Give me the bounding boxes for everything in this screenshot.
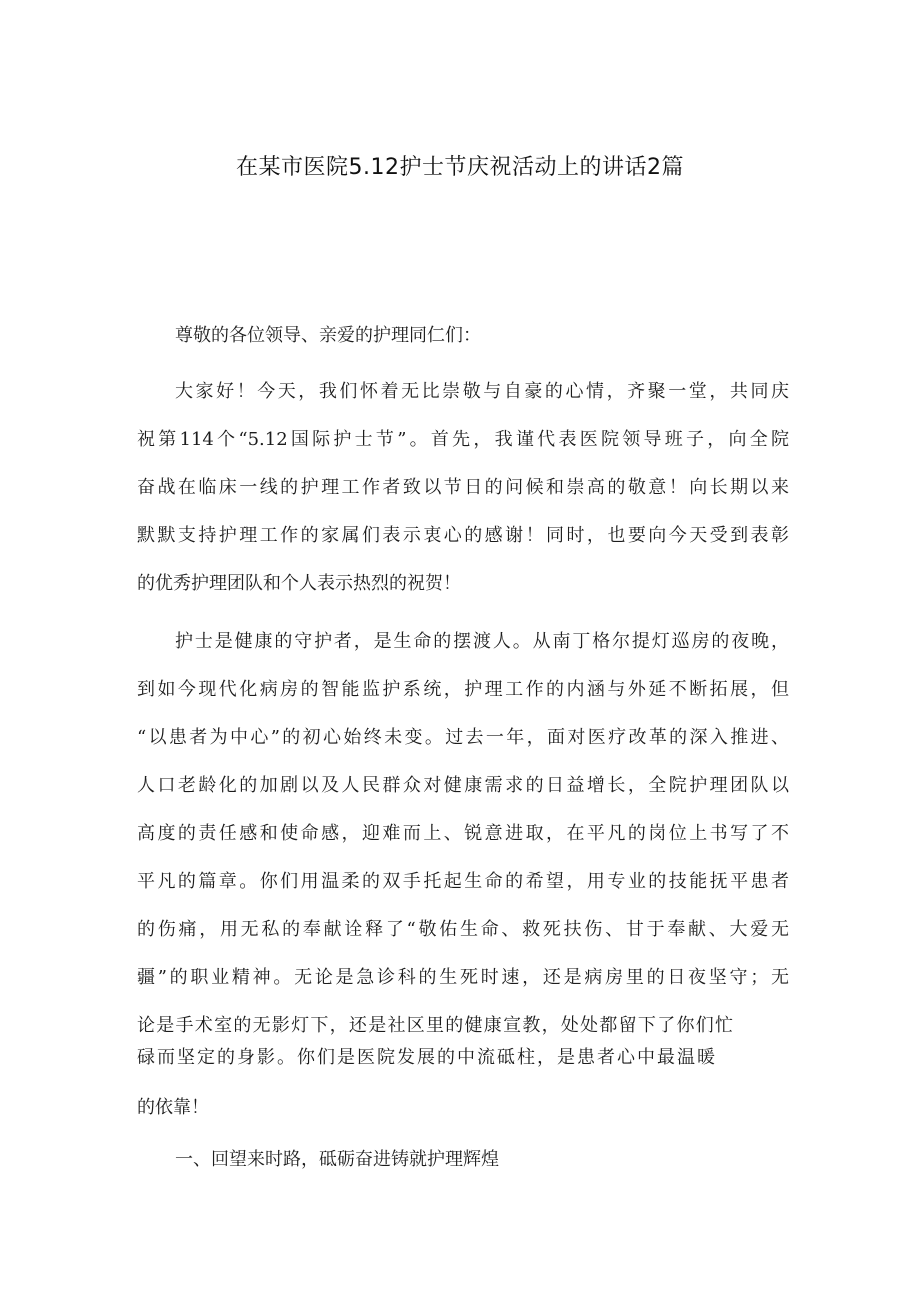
paragraph-line: 默默支持护理工作的家属们表示衷心的感谢！同时，也要向今天受到表彰: [137, 525, 789, 546]
paragraph-line: 人口老龄化的加剧以及人民群众对健康需求的日益增长，全院护理团队以: [137, 775, 789, 796]
paragraph-line: 平凡的篇章。你们用温柔的双手托起生命的希望，用专业的技能抚平患者: [137, 871, 789, 892]
paragraph-line: “以患者为中心”的初心始终未变。过去一年，面对医疗改革的深入推进、: [137, 727, 789, 748]
paragraph-line: 祝第114个“5.12国际护士节”。首先，我谨代表医院领导班子，向全院: [137, 429, 789, 450]
paragraph-line: 疆”的职业精神。无论是急诊科的生死时速，还是病房里的日夜坚守；无: [137, 967, 789, 988]
paragraph-line: 论是手术室的无影灯下，还是社区里的健康宣教，处处都留下了你们忙: [137, 1015, 733, 1036]
paragraph-line: 碌而坚定的身影。你们是医院发展的中流砥柱，是患者心中最温暖: [137, 1047, 715, 1068]
paragraph-line: 的依靠！: [137, 1097, 209, 1118]
paragraph-line: 的伤痛，用无私的奉献诠释了“敬佑生命、救死扶伤、甘于奉献、大爱无: [137, 919, 789, 940]
paragraph-line: 大家好！今天，我们怀着无比崇敬与自豪的心情，齐聚一堂，共同庆: [175, 381, 789, 402]
salutation-line: 尊敬的各位领导、亲爱的护理同仁们：: [175, 325, 481, 346]
section-heading: 一、回望来时路，砥砺奋进铸就护理辉煌: [175, 1149, 499, 1170]
paragraph-line: 的优秀护理团队和个人表示热烈的祝贺！: [137, 573, 461, 594]
paragraph-line: 奋战在临床一线的护理工作者致以节日的问候和崇高的敬意！向长期以来: [137, 477, 789, 498]
paragraph-line: 到如今现代化病房的智能监护系统，护理工作的内涵与外延不断拓展，但: [137, 679, 789, 700]
paragraph-line: 高度的责任感和使命感，迎难而上、锐意进取，在平凡的岗位上书写了不: [137, 823, 789, 844]
paragraph-line: 护士是健康的守护者，是生命的摆渡人。从南丁格尔提灯巡房的夜晚，: [175, 631, 789, 652]
document-title: 在某市医院5.12护士节庆祝活动上的讲话2篇: [236, 155, 684, 180]
